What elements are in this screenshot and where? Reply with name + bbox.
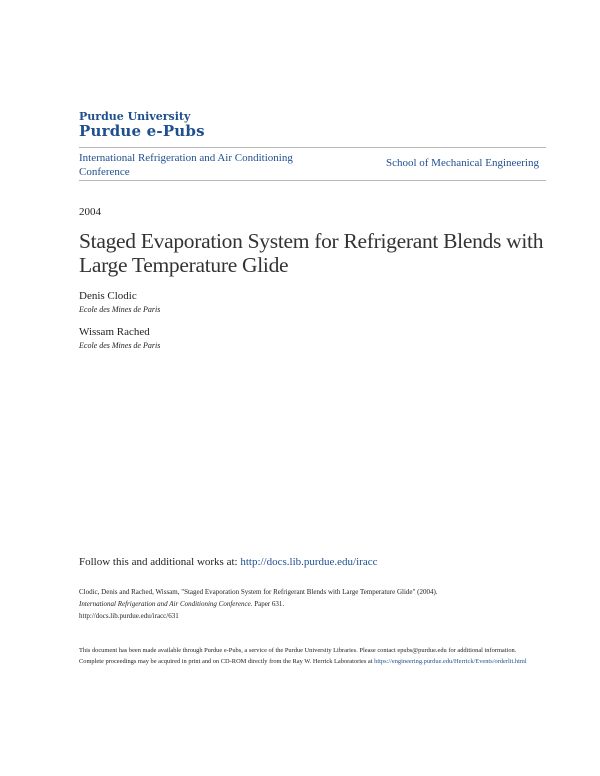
header-divider-top [79,147,546,148]
herrick-orderlit-link[interactable]: https://engineering.purdue.edu/Herrick/Events/orderlit.html [374,658,527,665]
follow-link[interactable]: http://docs.lib.purdue.edu/iracc [240,556,378,568]
follow-line [79,556,377,568]
repository-name[interactable]: Purdue e-Pubs [79,122,205,140]
conference-link[interactable]: International Refrigeration and Air Conditioning Conference [79,152,293,178]
follow-text: Follow this and additional works at: [79,556,241,568]
citation-paper-number: Paper 631. [252,600,285,608]
notice-proceedings-line [79,656,549,667]
author-affiliation: Ecole des Mines de Paris [79,305,161,314]
availability-notice [79,645,549,667]
notice-line: This document has been made available through Purdue e-Pubs, a service of the Purdue University Libraries. Please contact epubs@purdue.edu for additional information. [79,647,517,654]
school-link[interactable]: School of Mechanical Engineering [385,157,539,169]
citation-url[interactable]: http://docs.lib.purdue.edu/iracc/631 [79,612,179,620]
citation-line: Clodic, Denis and Rached, Wissam, "Staged Evaporation System for Refrigerant Blends with Large Temperature Glide" (2004). [79,588,438,596]
university-name: Purdue University [79,110,191,123]
author-name[interactable]: Wissam Rached [79,326,150,338]
author-affiliation: Ecole des Mines de Paris [79,341,161,350]
paper-title: Staged Evaporation System for Refrigerant Blends with Large Temperature Glide [79,229,544,277]
notice-proceedings-text: Complete proceedings may be acquired in print and on CD-ROM directly from the Ray W. Herrick Laboratories at [79,658,375,665]
citation-block [79,586,549,622]
header-divider-bottom [79,180,546,181]
citation-source-line [79,598,549,610]
citation-conference: International Refrigeration and Air Conditioning Conference. [79,600,253,608]
publication-year: 2004 [79,206,101,218]
author-name[interactable]: Denis Clodic [79,290,137,302]
